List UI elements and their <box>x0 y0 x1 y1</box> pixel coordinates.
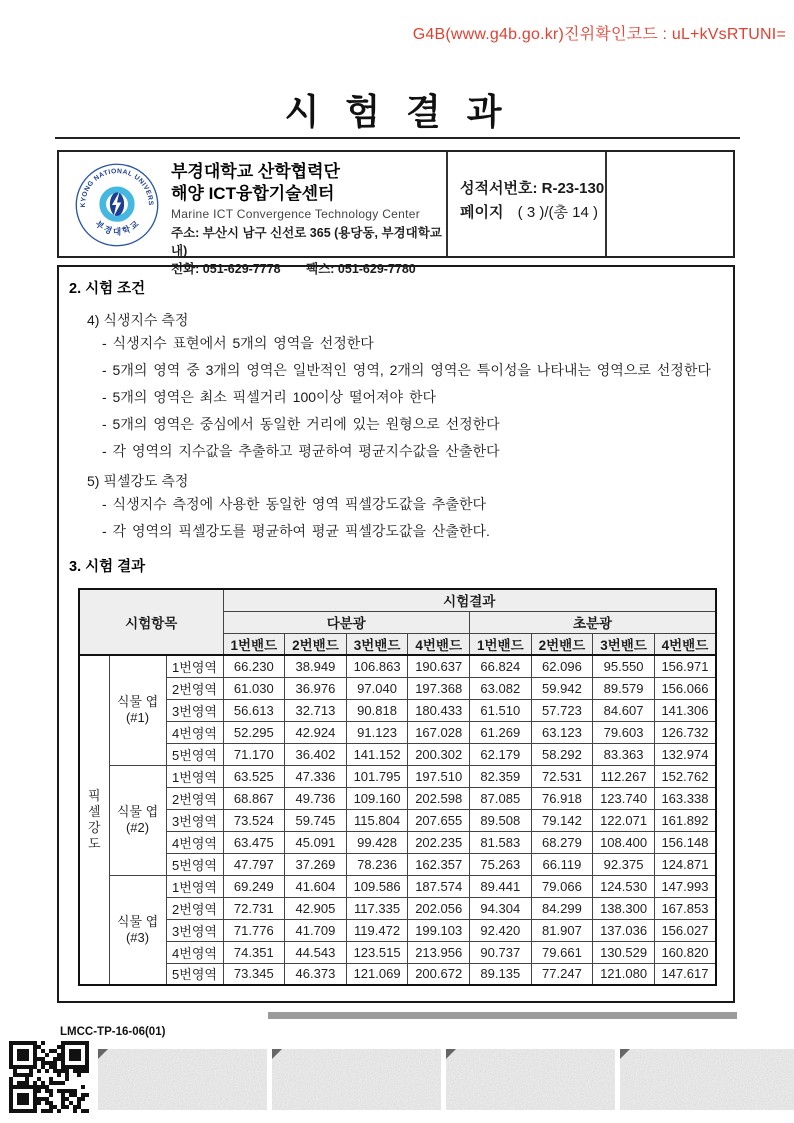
value-cell: 38.949 <box>285 655 347 677</box>
value-cell: 47.797 <box>223 853 285 875</box>
region-label: 3번영역 <box>166 919 223 941</box>
multispectral-header: 다분광 <box>223 611 470 633</box>
table-row <box>79 743 716 765</box>
sample-group-name: 식물 엽 <box>116 804 159 819</box>
value-cell: 156.971 <box>654 655 716 677</box>
value-cell: 47.336 <box>285 765 347 787</box>
value-cell: 58.292 <box>531 743 593 765</box>
page-value: ( 3 )/(총 14 ) <box>517 204 598 221</box>
value-cell: 78.236 <box>346 853 408 875</box>
value-cell: 72.731 <box>223 897 285 919</box>
value-cell: 147.617 <box>654 963 716 985</box>
logo-ring-text: KYONG NATIONAL UNIVERS <box>80 167 154 208</box>
test-item-header: 시험항목 <box>79 589 223 655</box>
value-cell: 112.267 <box>593 765 655 787</box>
hyperspectral-header: 초분광 <box>470 611 717 633</box>
band-header: 4번밴드 <box>654 633 716 655</box>
condition5-title: 5) 픽셀강도 측정 <box>87 473 189 489</box>
value-cell: 59.942 <box>531 677 593 699</box>
sample-group-label <box>109 875 166 985</box>
value-cell: 32.713 <box>285 699 347 721</box>
band-header: 1번밴드 <box>223 633 285 655</box>
value-cell: 147.993 <box>654 875 716 897</box>
barcode-strip <box>98 1049 794 1110</box>
value-cell: 197.510 <box>408 765 470 787</box>
table-row <box>79 875 716 897</box>
value-cell: 91.123 <box>346 721 408 743</box>
value-cell: 77.247 <box>531 963 593 985</box>
phone-number: 전화: 051-629-7778 <box>171 262 281 276</box>
table-row <box>79 721 716 743</box>
value-cell: 68.279 <box>531 831 593 853</box>
condition-bullet: - 5개의 영역은 중심에서 동일한 거리에 있는 원형으로 선정한다 <box>102 416 500 432</box>
value-cell: 187.574 <box>408 875 470 897</box>
value-cell: 83.363 <box>593 743 655 765</box>
value-cell: 84.299 <box>531 897 593 919</box>
value-cell: 62.179 <box>470 743 532 765</box>
value-cell: 197.368 <box>408 677 470 699</box>
value-cell: 124.530 <box>593 875 655 897</box>
value-cell: 41.709 <box>285 919 347 941</box>
table-row <box>79 919 716 941</box>
table-row <box>79 941 716 963</box>
band-header: 2번밴드 <box>531 633 593 655</box>
page-number-line <box>460 201 605 225</box>
header-row-1 <box>79 589 716 611</box>
sample-group-number: (#2) <box>125 820 150 835</box>
result-header: 시험결과 <box>223 589 716 611</box>
page-title: 시 험 결 과 <box>284 91 510 132</box>
table-row <box>79 853 716 875</box>
table-row <box>79 963 716 985</box>
value-cell: 109.586 <box>346 875 408 897</box>
value-cell: 41.604 <box>285 875 347 897</box>
value-cell: 57.723 <box>531 699 593 721</box>
address-line: 주소: 부산시 남구 신선로 365 (용당동, 부경대학교 내) <box>171 226 442 258</box>
value-cell: 52.295 <box>223 721 285 743</box>
value-cell: 81.907 <box>531 919 593 941</box>
value-cell: 45.091 <box>285 831 347 853</box>
header-empty-cell <box>605 152 733 256</box>
table-row <box>79 787 716 809</box>
band-header: 3번밴드 <box>593 633 655 655</box>
band-header: 1번밴드 <box>470 633 532 655</box>
value-cell: 44.543 <box>285 941 347 963</box>
value-cell: 89.135 <box>470 963 532 985</box>
band-header: 2번밴드 <box>285 633 347 655</box>
region-label: 1번영역 <box>166 655 223 677</box>
region-label: 5번영역 <box>166 853 223 875</box>
table-row <box>79 699 716 721</box>
value-cell: 163.338 <box>654 787 716 809</box>
value-cell: 63.525 <box>223 765 285 787</box>
value-cell: 95.550 <box>593 655 655 677</box>
value-cell: 137.036 <box>593 919 655 941</box>
value-cell: 202.235 <box>408 831 470 853</box>
condition-bullet: - 식생지수 측정에 사용한 동일한 영역 픽셀강도값을 추출한다 <box>102 496 486 512</box>
value-cell: 49.736 <box>285 787 347 809</box>
fax-number: 팩스: 051-629-7780 <box>306 262 416 276</box>
value-cell: 79.142 <box>531 809 593 831</box>
value-cell: 79.066 <box>531 875 593 897</box>
region-label: 3번영역 <box>166 699 223 721</box>
condition-bullet: - 각 영역의 지수값을 추출하고 평균하여 평균지수값을 산출한다 <box>102 443 500 459</box>
section3-heading: 3. 시험 결과 <box>69 559 146 575</box>
value-cell: 73.345 <box>223 963 285 985</box>
value-cell: 66.824 <box>470 655 532 677</box>
region-label: 5번영역 <box>166 963 223 985</box>
value-cell: 81.583 <box>470 831 532 853</box>
value-cell: 69.249 <box>223 875 285 897</box>
value-cell: 71.170 <box>223 743 285 765</box>
organization-cell <box>59 152 446 276</box>
value-cell: 180.433 <box>408 699 470 721</box>
table-row <box>79 897 716 919</box>
value-cell: 61.510 <box>470 699 532 721</box>
value-cell: 61.030 <box>223 677 285 699</box>
value-cell: 99.428 <box>346 831 408 853</box>
page-label: 페이지 <box>460 204 504 221</box>
value-cell: 89.508 <box>470 809 532 831</box>
sample-group-label <box>109 765 166 875</box>
value-cell: 62.096 <box>531 655 593 677</box>
region-label: 1번영역 <box>166 875 223 897</box>
table-row <box>79 677 716 699</box>
value-cell: 56.613 <box>223 699 285 721</box>
value-cell: 72.531 <box>531 765 593 787</box>
value-cell: 160.820 <box>654 941 716 963</box>
value-cell: 115.804 <box>346 809 408 831</box>
value-cell: 123.740 <box>593 787 655 809</box>
report-number-line <box>460 177 605 201</box>
sample-group-label <box>109 655 166 765</box>
region-label: 1번영역 <box>166 765 223 787</box>
value-cell: 141.152 <box>346 743 408 765</box>
value-cell: 141.306 <box>654 699 716 721</box>
value-cell: 161.892 <box>654 809 716 831</box>
organization-name: 부경대학교 산학협력단 <box>171 162 340 181</box>
value-cell: 109.160 <box>346 787 408 809</box>
value-cell: 63.082 <box>470 677 532 699</box>
value-cell: 119.472 <box>346 919 408 941</box>
table-row <box>79 809 716 831</box>
condition-bullet: - 각 영역의 픽셀강도를 평균하여 평균 픽셀강도값을 산출한다. <box>102 523 490 539</box>
table-row <box>79 655 716 677</box>
row-group-label: 픽셀강도 <box>79 655 109 985</box>
barcode-strips <box>98 1049 794 1115</box>
condition-bullet: - 식생지수 표현에서 5개의 영역을 선정한다 <box>102 335 374 351</box>
region-label: 5번영역 <box>166 743 223 765</box>
value-cell: 73.524 <box>223 809 285 831</box>
region-label: 2번영역 <box>166 897 223 919</box>
value-cell: 71.776 <box>223 919 285 941</box>
sample-group-number: (#1) <box>125 710 150 726</box>
value-cell: 37.269 <box>285 853 347 875</box>
university-logo <box>75 163 159 247</box>
value-cell: 61.269 <box>470 721 532 743</box>
band-header: 3번밴드 <box>346 633 408 655</box>
value-cell: 36.402 <box>285 743 347 765</box>
verification-code-text: G4B(www.g4b.go.kr)진위확인코드 : uL+kVsRTUNI= <box>412 26 786 43</box>
value-cell: 63.123 <box>531 721 593 743</box>
title-divider <box>55 137 740 139</box>
value-cell: 117.335 <box>346 897 408 919</box>
value-cell: 132.974 <box>654 743 716 765</box>
value-cell: 156.148 <box>654 831 716 853</box>
sample-group-number: (#3) <box>125 929 150 945</box>
condition-bullet: - 5개의 영역 중 3개의 영역은 일반적인 영역, 2개의 영역은 특이성을 나타내는 영역으로 선정한다 <box>102 362 711 378</box>
value-cell: 97.040 <box>346 677 408 699</box>
value-cell: 190.637 <box>408 655 470 677</box>
value-cell: 162.357 <box>408 853 470 875</box>
report-number-label: 성적서번호: <box>460 180 538 197</box>
value-cell: 202.056 <box>408 897 470 919</box>
value-cell: 89.579 <box>593 677 655 699</box>
value-cell: 202.598 <box>408 787 470 809</box>
value-cell: 79.603 <box>593 721 655 743</box>
value-cell: 108.400 <box>593 831 655 853</box>
report-number-cell <box>446 152 605 256</box>
logo-bottom-text: 부 경 대 학 교 <box>93 218 141 237</box>
value-cell: 123.515 <box>346 941 408 963</box>
footer-gray-bar <box>268 1012 737 1019</box>
value-cell: 89.441 <box>470 875 532 897</box>
value-cell: 46.373 <box>285 963 347 985</box>
region-label: 2번영역 <box>166 787 223 809</box>
region-label: 4번영역 <box>166 721 223 743</box>
document-code: LMCC-TP-16-06(01) <box>60 1026 166 1038</box>
region-label: 3번영역 <box>166 809 223 831</box>
sample-group-name: 식물 엽 <box>116 913 159 929</box>
value-cell: 156.027 <box>654 919 716 941</box>
value-cell: 36.976 <box>285 677 347 699</box>
region-label: 2번영역 <box>166 677 223 699</box>
value-cell: 90.818 <box>346 699 408 721</box>
value-cell: 63.475 <box>223 831 285 853</box>
region-label: 4번영역 <box>166 941 223 963</box>
value-cell: 68.867 <box>223 787 285 809</box>
value-cell: 207.655 <box>408 809 470 831</box>
condition4-bullets <box>102 330 733 465</box>
value-cell: 213.956 <box>408 941 470 963</box>
header-box <box>57 150 735 276</box>
center-name: 해양 ICT융합기술센터 <box>171 184 335 203</box>
value-cell: 124.871 <box>654 853 716 875</box>
results-table <box>78 588 717 986</box>
value-cell: 66.119 <box>531 853 593 875</box>
value-cell: 122.071 <box>593 809 655 831</box>
value-cell: 167.028 <box>408 721 470 743</box>
value-cell: 87.085 <box>470 787 532 809</box>
region-label: 4번영역 <box>166 831 223 853</box>
value-cell: 66.230 <box>223 655 285 677</box>
value-cell: 74.351 <box>223 941 285 963</box>
value-cell: 79.661 <box>531 941 593 963</box>
value-cell: 156.066 <box>654 677 716 699</box>
value-cell: 59.745 <box>285 809 347 831</box>
value-cell: 75.263 <box>470 853 532 875</box>
value-cell: 200.672 <box>408 963 470 985</box>
value-cell: 130.529 <box>593 941 655 963</box>
value-cell: 138.300 <box>593 897 655 919</box>
value-cell: 92.420 <box>470 919 532 941</box>
content-box <box>57 265 735 1003</box>
value-cell: 76.918 <box>531 787 593 809</box>
organization-info <box>171 161 446 278</box>
sample-group-name: 식물 엽 <box>116 694 159 710</box>
value-cell: 92.375 <box>593 853 655 875</box>
value-cell: 101.795 <box>346 765 408 787</box>
value-cell: 82.359 <box>470 765 532 787</box>
value-cell: 42.905 <box>285 897 347 919</box>
value-cell: 152.762 <box>654 765 716 787</box>
center-name-english: Marine ICT Convergence Technology Center <box>171 207 421 221</box>
condition-bullet: - 5개의 영역은 최소 픽셀거리 100이상 떨어져야 한다 <box>102 389 436 405</box>
value-cell: 106.863 <box>346 655 408 677</box>
value-cell: 121.069 <box>346 963 408 985</box>
value-cell: 167.853 <box>654 897 716 919</box>
value-cell: 84.607 <box>593 699 655 721</box>
value-cell: 199.103 <box>408 919 470 941</box>
band-header: 4번밴드 <box>408 633 470 655</box>
report-number-value: R-23-130 <box>541 180 605 197</box>
condition5-bullets <box>102 491 733 545</box>
table-row <box>79 831 716 853</box>
condition4-title: 4) 식생지수 측정 <box>87 312 189 328</box>
value-cell: 94.304 <box>470 897 532 919</box>
qr-code <box>9 1041 89 1113</box>
value-cell: 200.302 <box>408 743 470 765</box>
table-row <box>79 765 716 787</box>
value-cell: 90.737 <box>470 941 532 963</box>
value-cell: 126.732 <box>654 721 716 743</box>
value-cell: 42.924 <box>285 721 347 743</box>
section2-heading: 2. 시험 조건 <box>69 281 146 297</box>
value-cell: 121.080 <box>593 963 655 985</box>
